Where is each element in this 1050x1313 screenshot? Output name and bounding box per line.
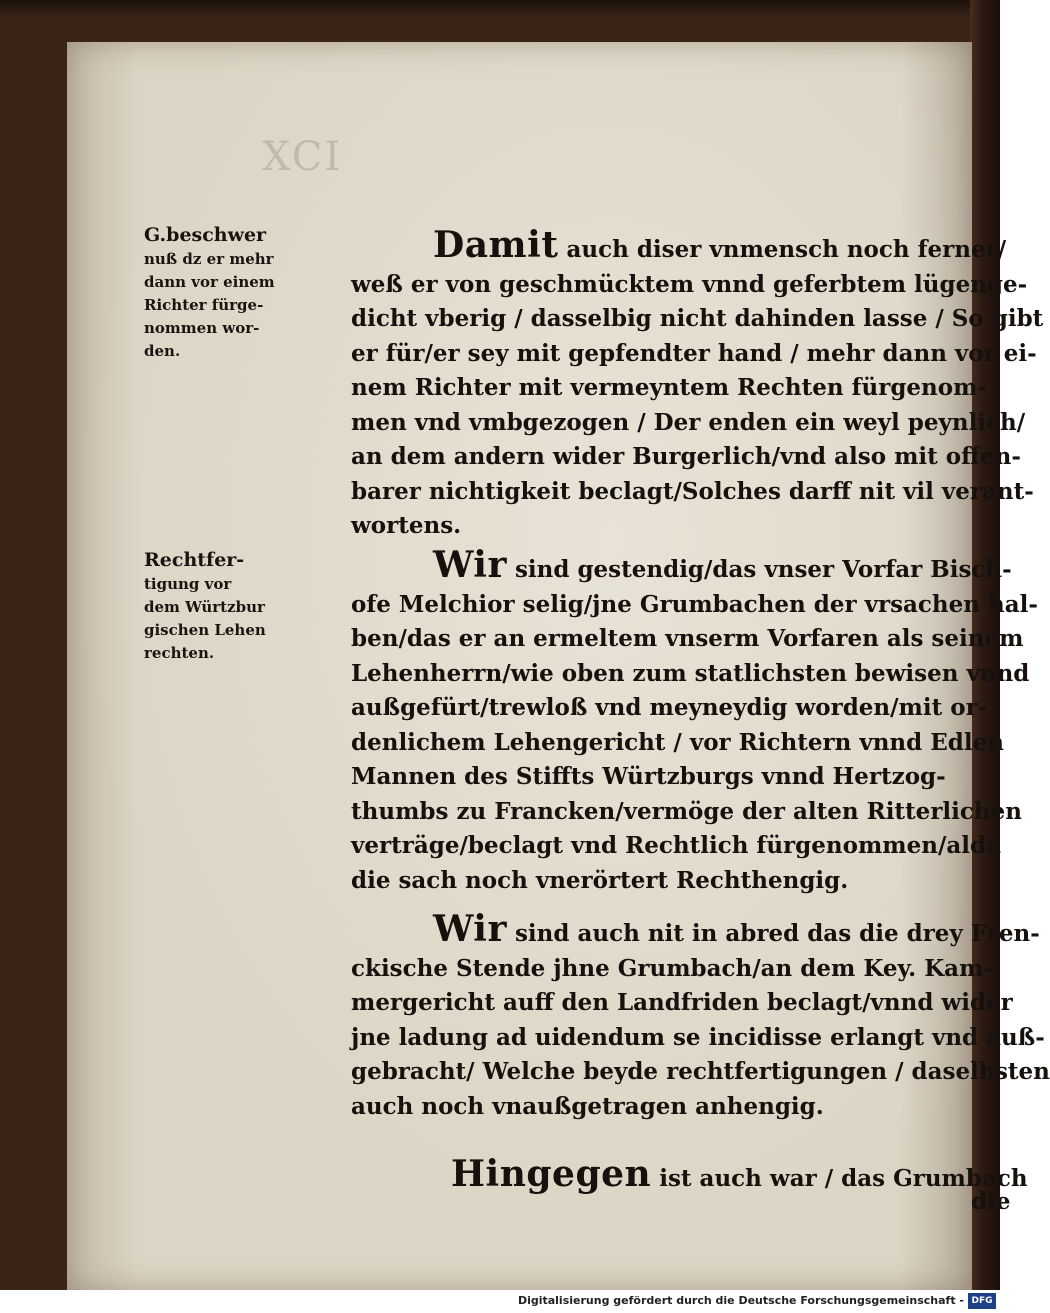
initial-word: Damit — [433, 224, 559, 266]
marginal-line: nuß dz er mehr — [144, 250, 274, 268]
paragraph-2 — [351, 544, 1038, 898]
text-line: außgefürt/trewloß vnd meyneydig worden/mit or- — [351, 694, 988, 721]
text-line: verträge/beclagt vnd Rechtlich fürgenommen/alda — [351, 832, 1001, 859]
dfg-logo[interactable]: DFG — [968, 1293, 996, 1309]
text-line: ckische Stende jhne Grumbach/an dem Key. Kam- — [351, 954, 993, 982]
marginal-line: dann vor einem — [144, 273, 275, 291]
text-line: jne ladung ad uidendum se incidisse erlangt vnd auß- — [351, 1023, 1045, 1051]
scanned-page — [67, 42, 1050, 1290]
paragraph-4 — [351, 1153, 1028, 1197]
paragraph-3 — [351, 908, 1050, 1124]
text-line: ist auch war / das Grumbach — [659, 1165, 1028, 1192]
text-line: auch noch vnaußgetragen anhengig. — [351, 1092, 824, 1120]
funding-credit: Digitalisierung gefördert durch die Deutsche Forschungsgemeinschaft - — [517, 1294, 964, 1307]
folio-number: XCI — [262, 134, 343, 180]
text-line: weß er von geschmücktem vnnd geferbtem lügenge- — [351, 270, 1028, 298]
text-line: Mannen des Stiffts Würtzburgs vnnd Hertzog- — [351, 763, 946, 790]
initial-word: Wir — [433, 908, 507, 950]
text-line: gebracht/ Welche beyde rechtfertigungen / daselbsten — [351, 1058, 1050, 1085]
text-line: wortens. — [351, 512, 462, 539]
text-line: auch diser vnmensch noch ferner/ — [566, 236, 1007, 263]
catchword: die — [971, 1188, 1011, 1215]
marginal-line: tigung vor — [144, 575, 232, 593]
text-line: barer nichtigkeit beclagt/Solches darff nit vil verant- — [351, 477, 1034, 505]
initial-word: Wir — [433, 544, 507, 586]
marginal-line: G.beschwer — [144, 224, 267, 246]
text-line: men vnd vmbgezogen / Der enden ein weyl peynlich/ — [351, 408, 1026, 436]
marginal-line: Rechtfer- — [144, 549, 245, 571]
marginal-line: dem Würtzbur — [144, 598, 265, 616]
text-line: an dem andern wider Burgerlich/vnd also mit offen- — [351, 443, 1021, 470]
text-line: er für/er sey mit gepfendter hand / mehr dann vor ei- — [351, 339, 1037, 367]
text-line: dicht vberig / dasselbig nicht dahinden lasse / So gibt — [351, 305, 1044, 332]
initial-word: Hingegen — [451, 1153, 652, 1195]
text-line: sind gestendig/das vnser Vorfar Bisch- — [514, 556, 1012, 583]
text-line: thumbs zu Francken/vermöge der alten Ritterlichen — [351, 797, 1022, 825]
marginal-line: gischen Lehen — [144, 621, 266, 639]
marginal-line: rechten. — [144, 644, 215, 662]
marginal-line: nommen wor- — [144, 319, 260, 337]
text-line: Lehenherrn/wie oben zum statlichsten bewisen vnnd — [351, 659, 1030, 687]
marginal-note-2 — [144, 547, 294, 665]
book-cover-edge-top — [0, 0, 1000, 18]
text-line: ofe Melchior selig/jne Grumbachen der vrsachen hal- — [351, 590, 1038, 618]
text-line: denlichem Lehengericht / vor Richtern vnnd Edlen — [351, 728, 1004, 756]
text-line: sind auch nit in abred das die drey Fren- — [514, 920, 1040, 947]
text-line: ben/das er an ermeltem vnserm Vorfaren als seinem — [351, 625, 1024, 652]
marginal-line: Richter fürge- — [144, 296, 264, 314]
marginal-note-1 — [144, 222, 294, 363]
text-line: nem Richter mit vermeyntem Rechten fürgenom- — [351, 374, 987, 401]
footer-bar — [0, 1290, 1000, 1313]
text-line: mergericht auff den Landfriden beclagt/vnnd wider — [351, 989, 1013, 1016]
paragraph-1 — [351, 224, 1044, 544]
text-line: die sach noch vnerörtert Rechthengig. — [351, 866, 849, 894]
marginal-line: den. — [144, 342, 181, 360]
